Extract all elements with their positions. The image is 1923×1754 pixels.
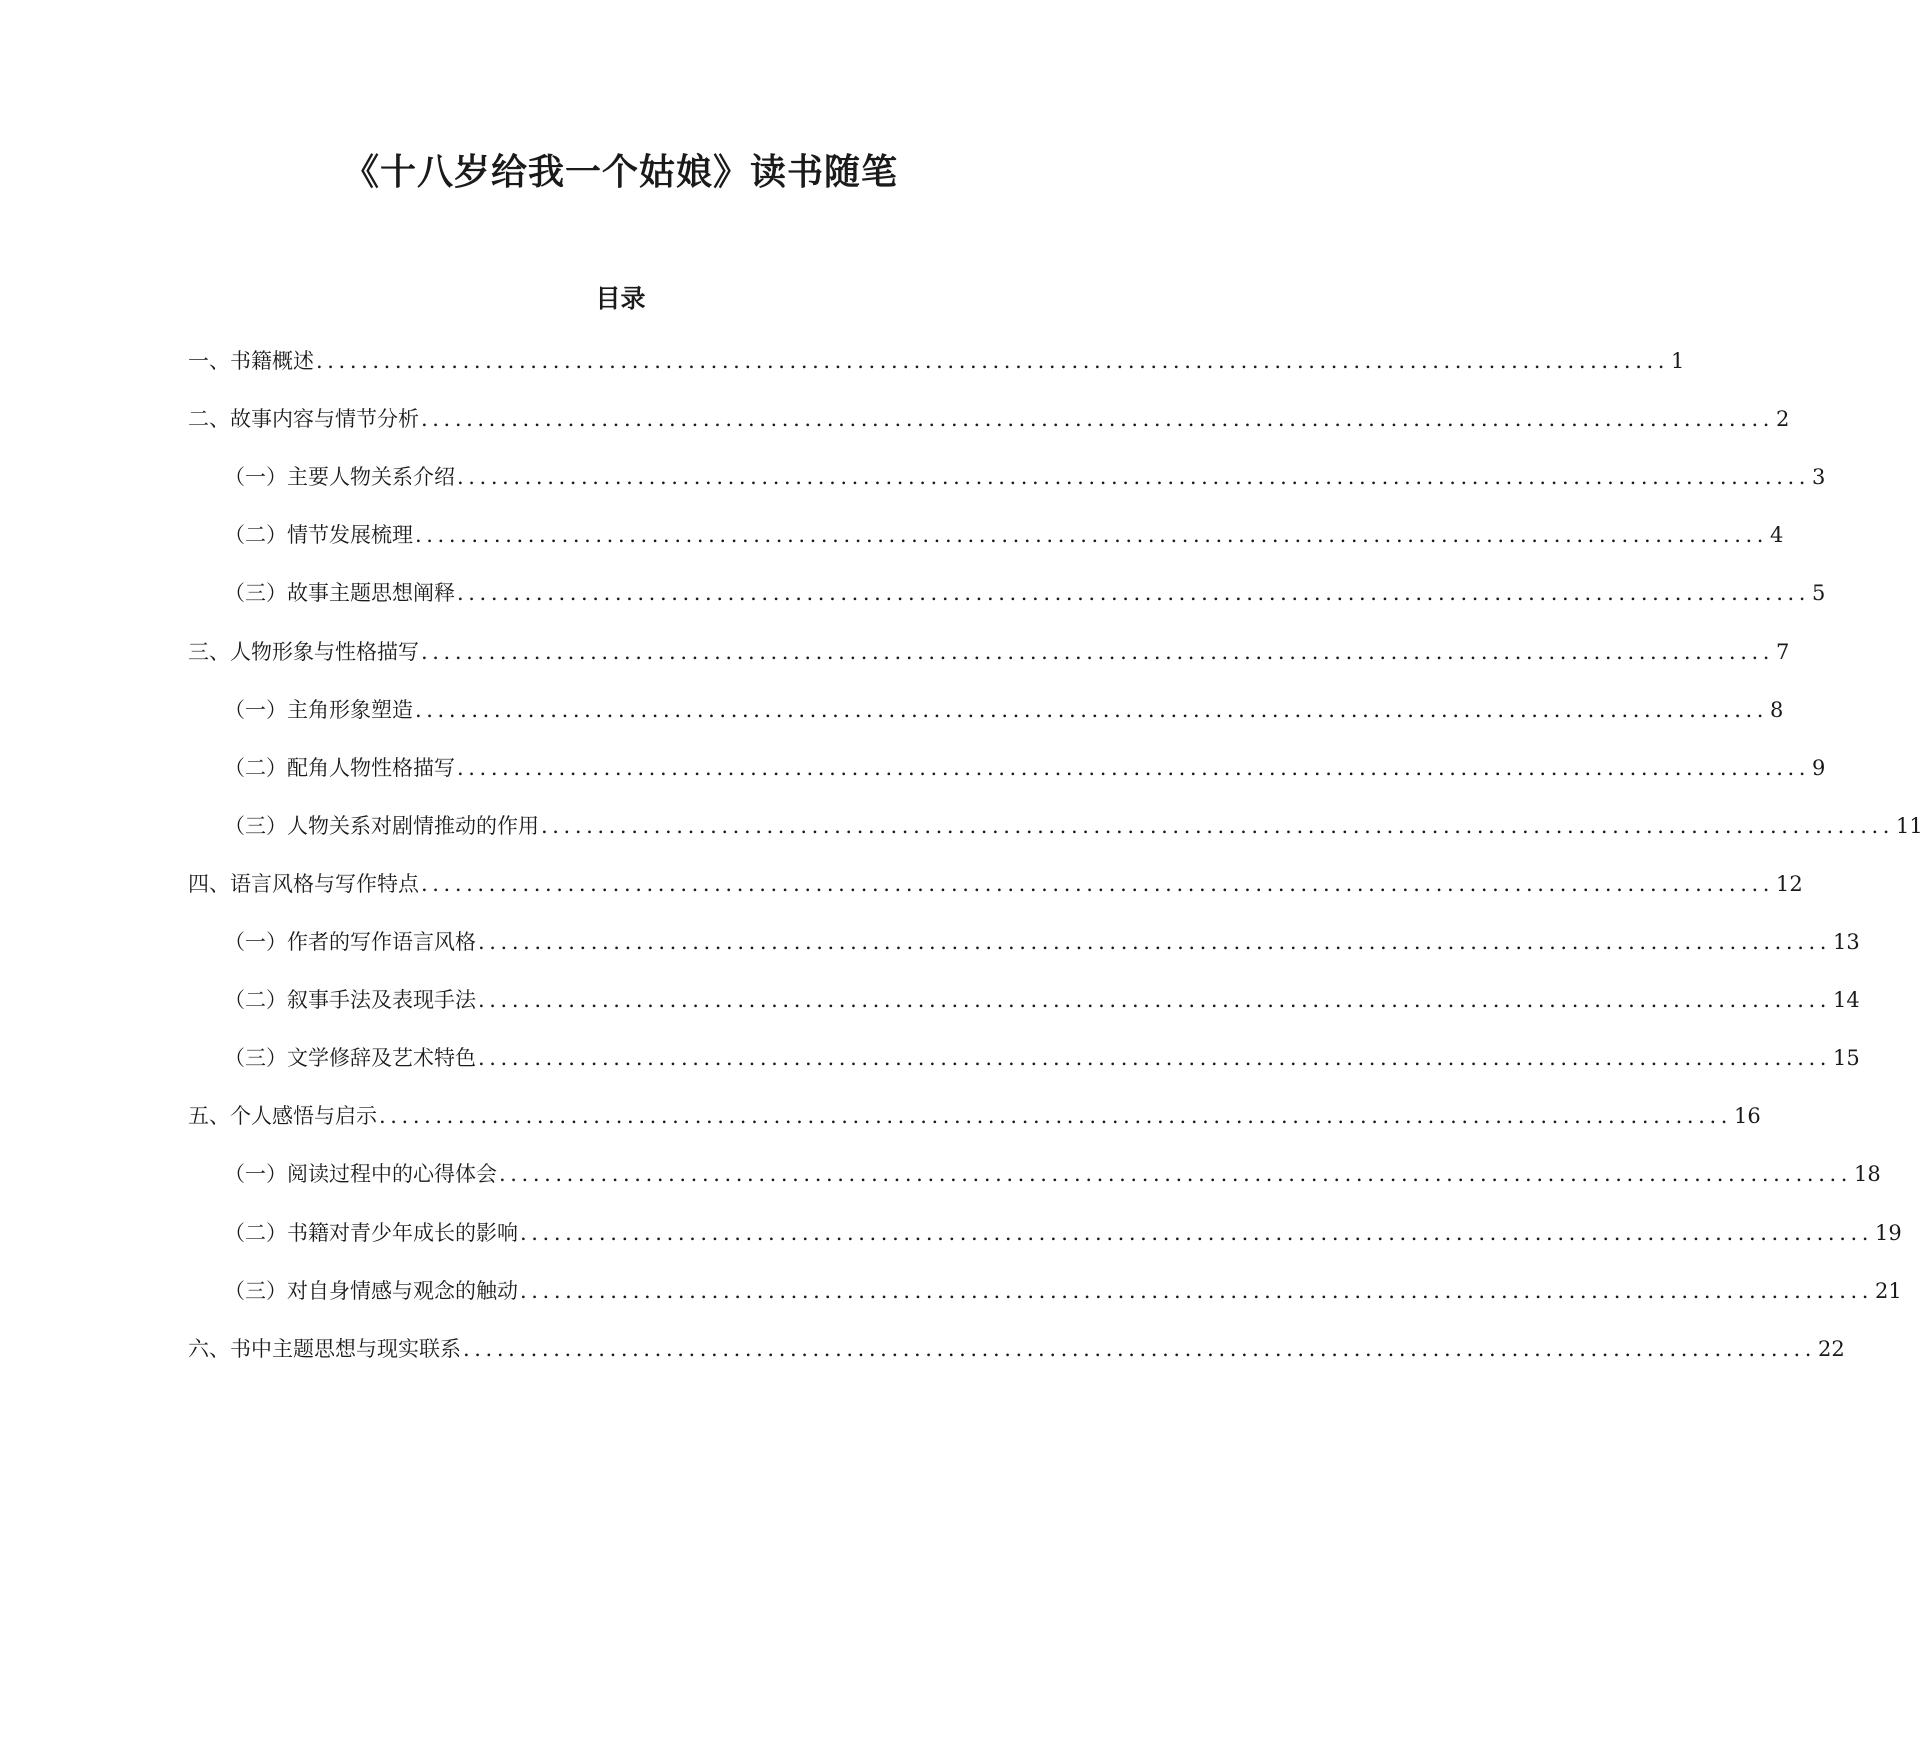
toc-entry-title: 四、语言风格与写作特点 [188,871,419,896]
toc-entry-page-number: 19 [1875,1220,1902,1245]
toc-entry-page-number: 16 [1734,1104,1761,1129]
toc-entry[interactable] [188,346,1685,376]
toc-leader-dots: ........................................................................................................................ [520,1278,1874,1303]
toc-entry-title: 一、书籍概述 [188,349,314,373]
toc-entry-title: （二）情节发展梳理 [224,523,413,548]
toc-entry-page-number: 7 [1776,639,1790,664]
toc-entry[interactable] [188,404,1790,434]
toc-entry-title: （一）作者的写作语言风格 [224,930,476,954]
toc-entry-page-number: 9 [1812,755,1826,780]
toc-entry-title: 二、故事内容与情节分析 [188,407,419,432]
toc-entry-page-number: 15 [1833,1046,1860,1071]
toc-entry[interactable] [188,869,1803,899]
toc-entry-page-number: 21 [1875,1278,1902,1303]
toc-entry-page-number: 12 [1776,871,1803,896]
toc-entry[interactable] [224,578,1826,608]
toc-entry-title: 三、人物形象与性格描写 [188,639,419,664]
toc-entry-title: 五、个人感悟与启示 [188,1104,377,1129]
toc-leader-dots: ........................................................................................................................ [478,930,1832,954]
toc-leader-dots: ........................................................................................................................ [421,639,1775,664]
toc-entry-page-number: 1 [1671,349,1685,373]
toc-leader-dots: ........................................................................................................................ [415,697,1769,722]
toc-entry[interactable] [224,753,1826,783]
toc-heading: 目录 [595,284,646,313]
toc-leader-dots: ........................................................................................................................ [415,523,1769,548]
toc-entry-title: （三）文学修辞及艺术特色 [224,1046,476,1071]
toc-entry-page-number: 11 [1896,813,1923,838]
toc-entry[interactable] [224,695,1784,725]
toc-entry[interactable] [188,637,1790,667]
toc-entry-page-number: 13 [1833,930,1860,954]
toc-leader-dots: ........................................................................................................................ [457,465,1811,490]
toc-entry-title: （三）对自身情感与观念的触动 [224,1278,518,1303]
toc-entry-title: （三）人物关系对剧情推动的作用 [224,813,539,838]
toc-leader-dots: ........................................................................................................................ [379,1104,1733,1129]
toc-entry[interactable] [224,811,1923,841]
document-title: 《十八岁给我一个姑娘》读书随笔 [342,151,898,193]
toc-entry-title: （二）配角人物性格描写 [224,755,455,780]
toc-entry[interactable] [224,985,1860,1015]
toc-leader-dots: ........................................................................................................................ [316,349,1670,373]
toc-entry[interactable] [188,1101,1761,1131]
toc-entry-title: 六、书中主题思想与现实联系 [188,1336,461,1361]
toc-leader-dots: ........................................................................................................................ [499,1162,1853,1187]
toc-entry[interactable] [224,462,1826,492]
toc-entry-title: （一）阅读过程中的心得体会 [224,1162,497,1187]
toc-entry-page-number: 14 [1833,988,1860,1013]
toc-leader-dots: ........................................................................................................................ [520,1220,1874,1245]
toc-entry[interactable] [224,1043,1860,1073]
toc-entry-page-number: 2 [1776,407,1790,432]
toc-leader-dots: ........................................................................................................................ [463,1336,1817,1361]
toc-entry-page-number: 5 [1812,581,1826,606]
toc-entry[interactable] [224,1159,1881,1189]
toc-entry-title: （二）叙事手法及表现手法 [224,988,476,1013]
toc-entry-title: （二）书籍对青少年成长的影响 [224,1220,518,1245]
toc-entry-page-number: 8 [1770,697,1784,722]
toc-entry[interactable] [224,520,1784,550]
toc-entry-page-number: 4 [1770,523,1784,548]
toc-leader-dots: ........................................................................................................................ [421,407,1775,432]
toc-entry-page-number: 3 [1812,465,1826,490]
toc-leader-dots: ........................................................................................................................ [478,1046,1832,1071]
toc-entry[interactable] [188,1334,1845,1364]
toc-entry-page-number: 22 [1818,1336,1845,1361]
toc-leader-dots: ........................................................................................................................ [478,988,1832,1013]
toc-entry[interactable] [224,927,1860,957]
toc-entry-title: （三）故事主题思想阐释 [224,581,455,606]
toc-entry[interactable] [224,1218,1902,1248]
toc-leader-dots: ........................................................................................................................ [421,871,1775,896]
toc-entry-title: （一）主角形象塑造 [224,697,413,722]
toc-leader-dots: ........................................................................................................................ [457,755,1811,780]
toc-entry-title: （一）主要人物关系介绍 [224,465,455,490]
toc-leader-dots: ........................................................................................................................ [541,813,1895,838]
toc-leader-dots: ........................................................................................................................ [457,581,1811,606]
toc-entry[interactable] [224,1276,1902,1306]
toc-entry-page-number: 18 [1854,1162,1881,1187]
